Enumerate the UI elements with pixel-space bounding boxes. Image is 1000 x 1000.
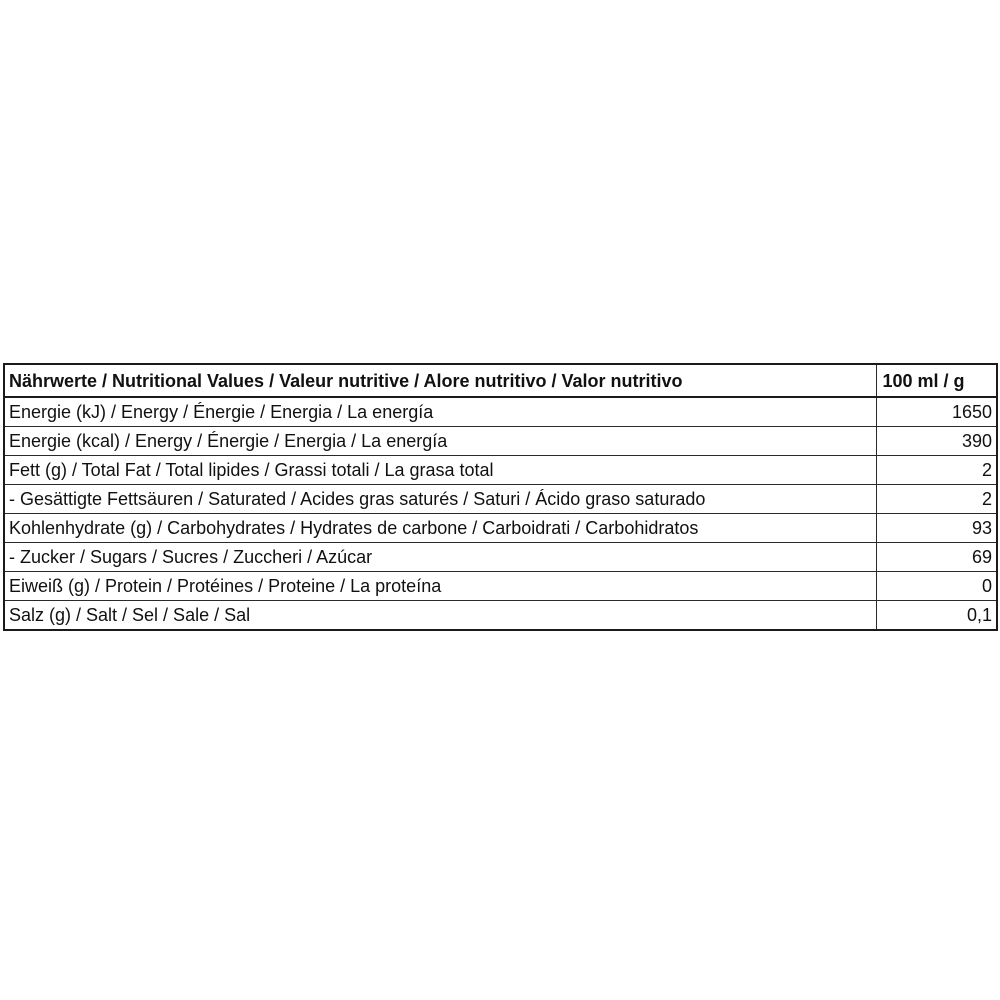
table-row	[4, 601, 997, 631]
row-value-energy-kj: 1650	[876, 397, 997, 427]
row-value-saturated: 2	[876, 485, 997, 514]
nutrition-table	[3, 363, 998, 631]
row-value-salt: 0,1	[876, 601, 997, 631]
row-value-protein: 0	[876, 572, 997, 601]
table-row	[4, 456, 997, 485]
row-value-sugars: 69	[876, 543, 997, 572]
row-value-fat: 2	[876, 456, 997, 485]
table-row	[4, 485, 997, 514]
row-label-saturated: - Gesättigte Fettsäuren / Saturated / Acides gras saturés / Saturi / Ácido graso saturado	[4, 485, 876, 514]
table-row	[4, 427, 997, 456]
row-label-protein: Eiweiß (g) / Protein / Protéines / Proteine / La proteína	[4, 572, 876, 601]
row-label-energy-kcal: Energie (kcal) / Energy / Énergie / Energia / La energía	[4, 427, 876, 456]
table-row	[4, 572, 997, 601]
row-label-fat: Fett (g) / Total Fat / Total lipides / Grassi totali / La grasa total	[4, 456, 876, 485]
header-value: 100 ml / g	[876, 364, 997, 397]
nutrition-table-container	[3, 363, 996, 631]
row-value-energy-kcal: 390	[876, 427, 997, 456]
table-row	[4, 397, 997, 427]
table-header-row	[4, 364, 997, 397]
row-label-carbohydrates: Kohlenhydrate (g) / Carbohydrates / Hydrates de carbone / Carboidrati / Carbohidratos	[4, 514, 876, 543]
table-row	[4, 543, 997, 572]
row-label-sugars: - Zucker / Sugars / Sucres / Zuccheri / Azúcar	[4, 543, 876, 572]
row-label-energy-kj: Energie (kJ) / Energy / Énergie / Energia / La energía	[4, 397, 876, 427]
header-label: Nährwerte / Nutritional Values / Valeur nutritive / Alore nutritivo / Valor nutritivo	[4, 364, 876, 397]
row-value-carbohydrates: 93	[876, 514, 997, 543]
table-row	[4, 514, 997, 543]
row-label-salt: Salz (g) / Salt / Sel / Sale / Sal	[4, 601, 876, 631]
